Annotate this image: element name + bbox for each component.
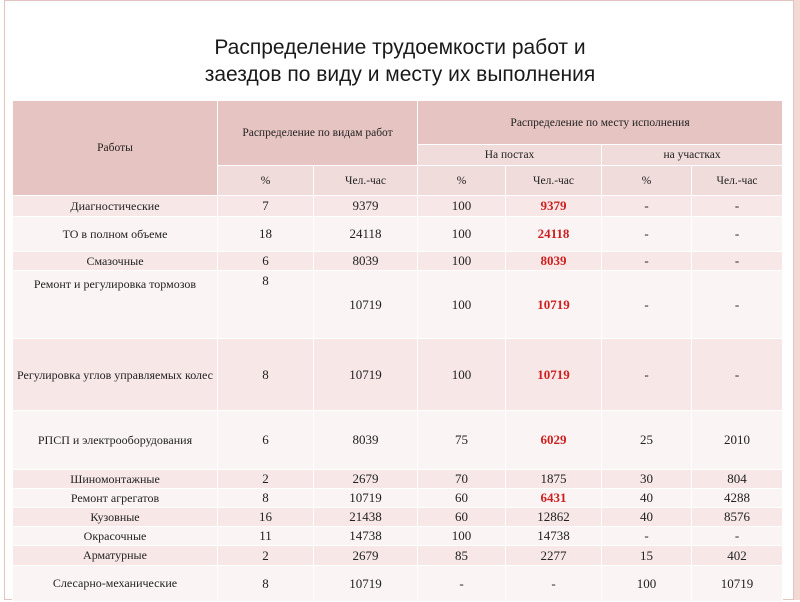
row-name: РПСП и электрооборудования [13, 411, 218, 470]
table-row [13, 470, 783, 489]
cell-site-pct: 30 [602, 470, 692, 489]
cell-site-hours: - [692, 196, 783, 217]
table-row [13, 271, 783, 339]
table-row [13, 489, 783, 508]
row-name: Слесарно-механические [13, 566, 218, 602]
header-by-type: Распределение по видам работ [218, 101, 418, 166]
cell-type-pct: 6 [218, 252, 314, 271]
cell-type-pct: 11 [218, 527, 314, 546]
cell-type-pct: 8 [218, 489, 314, 508]
cell-post-hours: 1875 [506, 470, 602, 489]
table-row [13, 196, 783, 217]
table-row [13, 508, 783, 527]
cell-post-pct: 75 [418, 411, 506, 470]
cell-post-hours: 10719 [506, 271, 602, 339]
cell-site-pct: - [602, 252, 692, 271]
header-type-manhours: Чел.-час [314, 166, 418, 196]
cell-post-pct: 60 [418, 508, 506, 527]
header-site-manhours: Чел.-час [692, 166, 783, 196]
header-on-sites: на участках [602, 145, 783, 166]
cell-site-hours: - [692, 217, 783, 252]
cell-site-pct: 15 [602, 546, 692, 566]
row-name: Арматурные [13, 546, 218, 566]
row-name: Ремонт и регулировка тормозов [13, 271, 218, 339]
header-site-pct: % [602, 166, 692, 196]
table-row [13, 527, 783, 546]
cell-site-pct: - [602, 217, 692, 252]
row-name: Регулировка углов управляемых колес [13, 339, 218, 411]
header-type-pct: % [218, 166, 314, 196]
cell-post-hours: 8039 [506, 252, 602, 271]
header-on-posts: На постах [418, 145, 602, 166]
cell-post-hours: 6431 [506, 489, 602, 508]
cell-post-hours: 12862 [506, 508, 602, 527]
cell-post-pct: 60 [418, 489, 506, 508]
cell-post-pct: 100 [418, 196, 506, 217]
row-name: Шиномонтажные [13, 470, 218, 489]
cell-site-pct: 40 [602, 489, 692, 508]
cell-type-hours: 24118 [314, 217, 418, 252]
cell-site-hours: 10719 [692, 566, 783, 602]
cell-post-pct: 100 [418, 339, 506, 411]
cell-post-hours: 14738 [506, 527, 602, 546]
cell-type-hours: 10719 [314, 489, 418, 508]
cell-site-hours: 804 [692, 470, 783, 489]
cell-site-pct: 25 [602, 411, 692, 470]
title-line-2: заездов по виду и месту их выполнения [204, 63, 596, 86]
cell-post-hours: 10719 [506, 339, 602, 411]
cell-site-pct: - [602, 527, 692, 546]
row-name: ТО в полном объеме [13, 217, 218, 252]
header-post-manhours: Чел.-час [506, 166, 602, 196]
cell-type-pct: 8 [218, 339, 314, 411]
cell-type-pct: 2 [218, 470, 314, 489]
cell-type-pct: 6 [218, 411, 314, 470]
cell-post-pct: 100 [418, 527, 506, 546]
header-by-place: Распределение по месту исполнения [418, 101, 783, 145]
cell-site-hours: - [692, 527, 783, 546]
cell-type-hours: 10719 [314, 271, 418, 339]
cell-post-pct: 100 [418, 271, 506, 339]
cell-type-hours: 10719 [314, 566, 418, 602]
cell-site-pct: - [602, 339, 692, 411]
cell-post-pct: 85 [418, 546, 506, 566]
cell-post-pct: 70 [418, 470, 506, 489]
table-row [13, 566, 783, 602]
row-name: Смазочные [13, 252, 218, 271]
cell-type-hours: 10719 [314, 339, 418, 411]
labor-distribution-table [12, 100, 783, 602]
cell-site-hours: 4288 [692, 489, 783, 508]
cell-site-hours: 8576 [692, 508, 783, 527]
cell-type-hours: 9379 [314, 196, 418, 217]
page-title [0, 34, 800, 88]
cell-site-hours: 402 [692, 546, 783, 566]
cell-type-hours: 8039 [314, 411, 418, 470]
row-name: Кузовные [13, 508, 218, 527]
cell-site-pct: 40 [602, 508, 692, 527]
cell-type-hours: 8039 [314, 252, 418, 271]
row-name: Окрасочные [13, 527, 218, 546]
table-row [13, 411, 783, 470]
cell-type-pct: 2 [218, 546, 314, 566]
table-row [13, 546, 783, 566]
table-row [13, 217, 783, 252]
row-name: Диагностические [13, 196, 218, 217]
cell-type-hours: 14738 [314, 527, 418, 546]
cell-post-hours: - [506, 566, 602, 602]
cell-site-hours: 2010 [692, 411, 783, 470]
cell-type-hours: 2679 [314, 546, 418, 566]
cell-site-hours: - [692, 339, 783, 411]
header-works: Работы [13, 101, 218, 196]
cell-site-pct: 100 [602, 566, 692, 602]
row-name: Ремонт агрегатов [13, 489, 218, 508]
cell-post-pct: 100 [418, 217, 506, 252]
cell-type-hours: 2679 [314, 470, 418, 489]
cell-site-hours: - [692, 271, 783, 339]
cell-site-pct: - [602, 196, 692, 217]
cell-type-pct: 18 [218, 217, 314, 252]
cell-type-pct: 8 [218, 566, 314, 602]
cell-site-hours: - [692, 252, 783, 271]
cell-type-pct: 7 [218, 196, 314, 217]
table-row [13, 339, 783, 411]
table-row [13, 252, 783, 271]
cell-post-hours: 9379 [506, 196, 602, 217]
cell-post-hours: 24118 [506, 217, 602, 252]
cell-post-hours: 6029 [506, 411, 602, 470]
title-line-1: Распределение трудоемкости работ и [214, 36, 586, 59]
header-post-pct: % [418, 166, 506, 196]
cell-site-pct: - [602, 271, 692, 339]
cell-type-pct: 8 [218, 271, 314, 339]
cell-type-hours: 21438 [314, 508, 418, 527]
cell-post-hours: 2277 [506, 546, 602, 566]
cell-post-pct: - [418, 566, 506, 602]
cell-type-pct: 16 [218, 508, 314, 527]
decorative-stripe [794, 0, 800, 600]
cell-post-pct: 100 [418, 252, 506, 271]
